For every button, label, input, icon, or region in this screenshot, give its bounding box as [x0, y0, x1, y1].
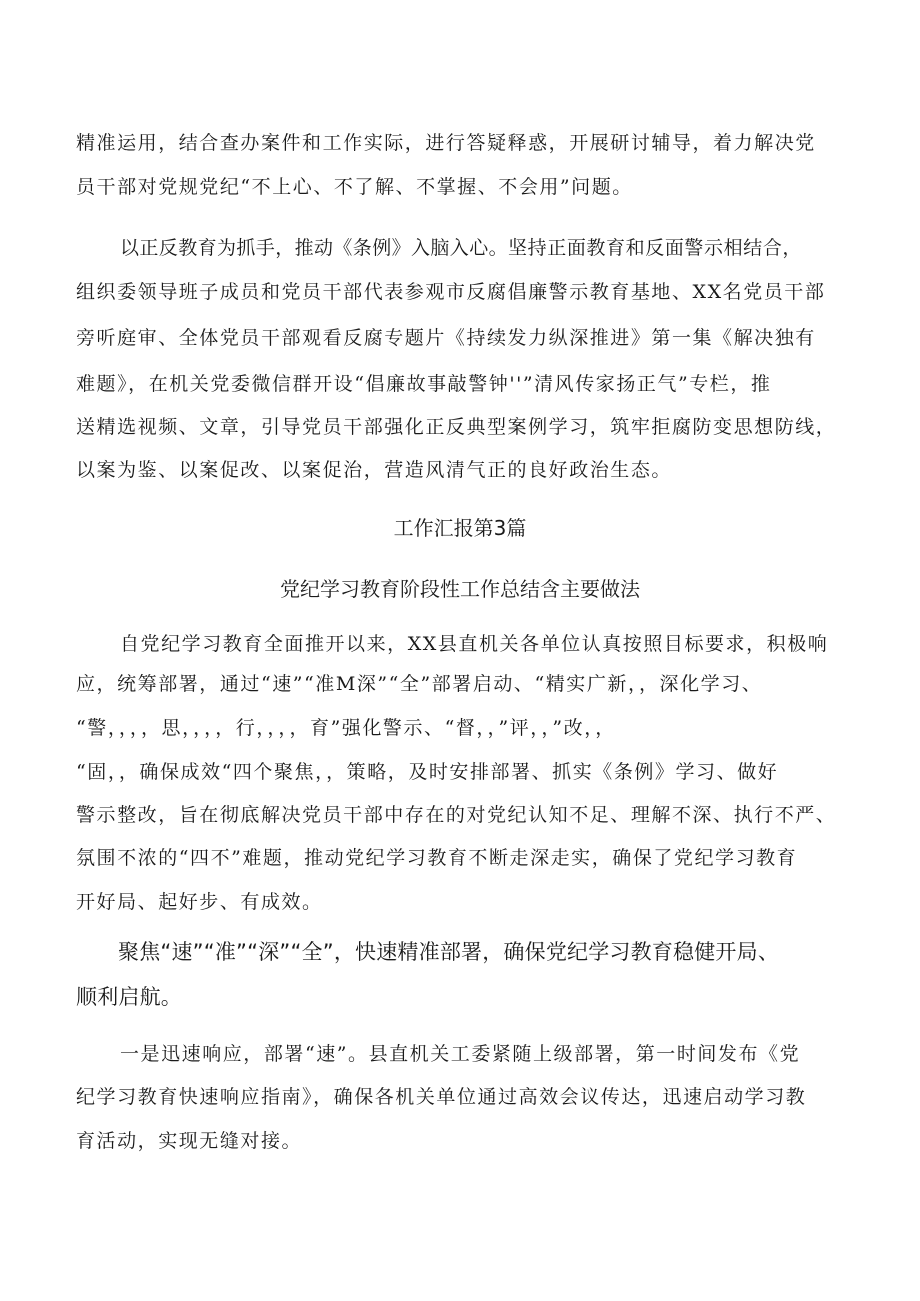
paragraph-4-line-1: 一是迅速响应，部署“速”。县直机关工委紧随上级部署，第一时间发布《党 [120, 1043, 801, 1065]
paragraph-3-line-4: “固，，确保成效“四个聚焦，，策略，及时安排部署、抓实《条例》学习、做好 [76, 761, 779, 783]
paragraph-2-line-1 [120, 236, 802, 260]
heading-2-line-1: 聚焦“速”“准”“深”“全”，快速精准部署，确保党纪学习教育稳健开局、 [118, 940, 780, 964]
paragraph-2-line-3: 旁听庭审、全体党员干部观看反腐专题片《持续发力纵深推进》第一集《解决独有 [76, 327, 816, 349]
paragraph-4-line-2: 纪学习教育快速响应指南》，确保各机关单位通过高效会议传达，迅速启动学习教 [76, 1086, 807, 1108]
article-title: 党纪学习教育阶段性工作总结含主要做法 [280, 577, 640, 601]
paragraph-3-line-1: 自党纪学习教育全面推开以来，XX县直机关各单位认真按照目标要求，积极响 [120, 633, 829, 655]
paragraph-1-line-2: 员干部对党规党纪“不上心、不了解、不掌握、不会用”问题。 [76, 176, 633, 198]
paragraph-1-line-1: 精准运用，结合查办案件和工作实际，进行答疑释惑，开展研讨辅导，着力解决党 [76, 132, 816, 154]
paragraph-3-line-5: 警示整改，旨在彻底解决党员干部中存在的对党纪认知不足、理解不深、执行不严、 [76, 804, 837, 826]
heading-2-line-2: 顺利启航。 [76, 985, 182, 1009]
paragraph-3-line-7: 开好局、起好步、有成效。 [76, 891, 323, 913]
paragraph-3-line-2: 应，统筹部署，通过“速”“准M深”“全”部署启动、“精实广新，，深化学习、 [76, 673, 763, 695]
paragraph-2-line-1-rest: 坚持正面教育和反面警示相结合， [508, 237, 803, 259]
paragraph-2-line-6: 以案为鉴、以案促改、以案促治，营造风清气正的良好政治生态。 [76, 459, 672, 481]
paragraph-2-line-5: 送精选视频、文章，引导党员干部强化正反典型案例学习，筑牢拒腐防变思想防线， [76, 416, 837, 438]
paragraph-2-line-2: 组织委领导班子成员和党员干部代表参观市反腐倡廉警示教育基地、XX名党员干部 [76, 281, 826, 303]
section-title: 工作汇报第3篇 [393, 516, 527, 540]
paragraph-4-line-3: 育活动，实现无缝对接。 [76, 1130, 303, 1152]
paragraph-2-line-4: 难题》，在机关党委微信群开设“倡廉故事敲警钟''”清风传家扬正气”专栏，推 [76, 373, 772, 395]
paragraph-3-line-3: “警，，，，思，，，，行，，，，育”强化警示、“督，，”评，，”改，， [76, 717, 616, 739]
paragraph-2-lead: 以正反教育为抓手，推动《条例》入脑入心。 [120, 237, 509, 259]
paragraph-3-line-6: 氛围不浓的“四不”难题，推动党纪学习教育不断走深走实，确保了党纪学习教育 [76, 847, 798, 869]
